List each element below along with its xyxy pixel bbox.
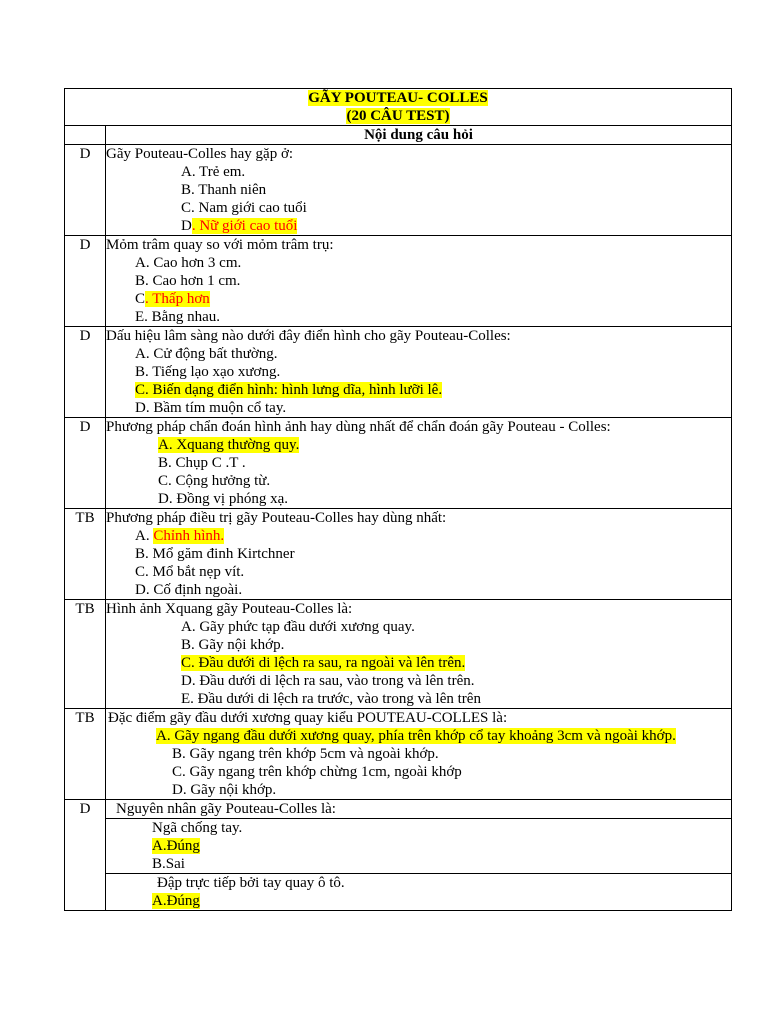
option-b: B.Sai [152, 856, 185, 872]
question-content [106, 145, 732, 236]
correct-answer-highlight: C. Biến dạng điển hình: hình lưng dĩa, hình lưỡi lê. [135, 382, 443, 398]
option-d: D. Cố định ngoài. [135, 582, 243, 598]
document-title [65, 89, 732, 126]
sub-question-text: Ngã chống tay. [152, 820, 243, 836]
sub-question-row [65, 874, 732, 911]
option-a [106, 436, 731, 454]
question-row [65, 145, 732, 236]
correct-answer-highlight: A.Đúng [152, 838, 200, 854]
option-b: B. Thanh niên [181, 182, 267, 198]
option-c: C. Mổ bắt nẹp vít. [135, 564, 245, 580]
question-content [106, 418, 732, 509]
question-content [106, 327, 732, 418]
option-b: B. Cao hơn 1 cm. [135, 273, 241, 289]
option-c: C. Thấp hơn [135, 291, 210, 307]
correct-answer-highlight: C. Đầu dưới di lệch ra sau, ra ngoài và lên trên. [181, 655, 466, 671]
option-c [106, 381, 731, 399]
question-text: Phương pháp điều trị gãy Pouteau-Colles hay dùng nhất: [106, 510, 447, 526]
option-a: A. Trẻ em. [181, 164, 246, 180]
answer-key: D [65, 236, 106, 327]
option-a: A. Cao hơn 3 cm. [135, 255, 242, 271]
option-a: A. Chỉnh hình. [135, 528, 225, 544]
question-text: Hình ảnh Xquang gãy Pouteau-Colles là: [106, 601, 353, 617]
option-c [106, 654, 731, 672]
question-row [65, 800, 732, 819]
option-a [108, 727, 731, 745]
answer-key: D [65, 145, 106, 236]
answer-key: D [65, 327, 106, 418]
question-row [65, 236, 732, 327]
question-text: Dấu hiệu lâm sàng nào dưới đây điển hình cho gãy Pouteau-Colles: [106, 328, 511, 344]
header-row [65, 126, 732, 145]
question-row [65, 418, 732, 509]
option-e: E. Đầu dưới di lệch ra trước, vào trong và lên trên [181, 691, 481, 707]
option-d: D. Đồng vị phóng xạ. [158, 491, 288, 507]
question-content [106, 600, 732, 709]
question-row [65, 709, 732, 800]
question-row [65, 600, 732, 709]
question-row [65, 509, 732, 600]
header-content-label: Nội dung câu hỏi [106, 126, 732, 145]
title-line-2: (20 CÂU TEST) [346, 108, 450, 124]
correct-answer-highlight: A. Gãy ngang đầu dưới xương quay, phía trên khớp cổ tay khoảng 3cm và ngoài khớp. [156, 728, 676, 744]
option-a: A. Cử động bất thường. [135, 346, 278, 362]
question-row [65, 327, 732, 418]
question-content [106, 236, 732, 327]
question-text: Mỏm trâm quay so với mỏm trâm trụ: [106, 237, 334, 253]
option-b: B. Chụp C .T . [158, 455, 246, 471]
answer-key: TB [65, 709, 106, 800]
question-text: Đặc điểm gãy đầu dưới xương quay kiểu POUTEAU-COLLES là: [108, 710, 508, 726]
question-text: Gãy Pouteau-Colles hay gặp ở: [106, 146, 294, 162]
option-b: B. Gãy nội khớp. [181, 637, 285, 653]
option-e: E. Bằng nhau. [135, 309, 220, 325]
option-c: C. Cộng hưởng từ. [158, 473, 271, 489]
option-c: C. Gãy ngang trên khớp chừng 1cm, ngoài khớp [172, 764, 462, 780]
option-a [152, 837, 731, 855]
question-content [106, 509, 732, 600]
option-b: B. Tiếng lạo xạo xương. [135, 364, 281, 380]
option-b: B. Gãy ngang trên khớp 5cm và ngoài khớp. [172, 746, 439, 762]
correct-answer-highlight: . Thấp hơn [145, 291, 210, 307]
correct-answer-highlight: A.Đúng [152, 893, 200, 909]
option-a: A. Gãy phức tạp đầu dưới xương quay. [181, 619, 415, 635]
correct-answer-highlight: . Nữ giới cao tuổi [191, 218, 298, 234]
correct-answer-highlight: Chỉnh hình. [153, 528, 225, 544]
sub-question-row [65, 819, 732, 874]
option-d: D. Nữ giới cao tuổi [181, 218, 298, 234]
option-d: D. Đầu dưới di lệch ra sau, vào trong và lên trên. [181, 673, 475, 689]
option-c: C. Nam giới cao tuổi [181, 200, 307, 216]
answer-key: TB [65, 600, 106, 709]
question-text: Phương pháp chẩn đoán hình ảnh hay dùng nhất để chẩn đoán gãy Pouteau - Colles: [106, 419, 611, 435]
sub-question-content [106, 819, 732, 874]
answer-key: D [65, 418, 106, 509]
answer-key: TB [65, 509, 106, 600]
question-table [64, 88, 732, 911]
answer-key: D [65, 800, 106, 911]
sub-question-text: Đập trực tiếp bởi tay quay ô tô. [157, 875, 345, 891]
option-d: D. Bầm tím muộn cổ tay. [135, 400, 287, 416]
question-text: Nguyên nhân gãy Pouteau-Colles là: [106, 800, 732, 819]
option-a [152, 892, 731, 910]
header-answer-cell [65, 126, 106, 145]
correct-answer-highlight: A. Xquang thường quy. [158, 437, 300, 453]
title-row [65, 89, 732, 126]
title-line-1: GÃY POUTEAU- COLLES [308, 90, 488, 106]
option-b: B. Mổ găm đinh Kirtchner [135, 546, 295, 562]
question-content [106, 709, 732, 800]
option-d: D. Gãy nội khớp. [172, 782, 277, 798]
sub-question-content [106, 874, 732, 911]
